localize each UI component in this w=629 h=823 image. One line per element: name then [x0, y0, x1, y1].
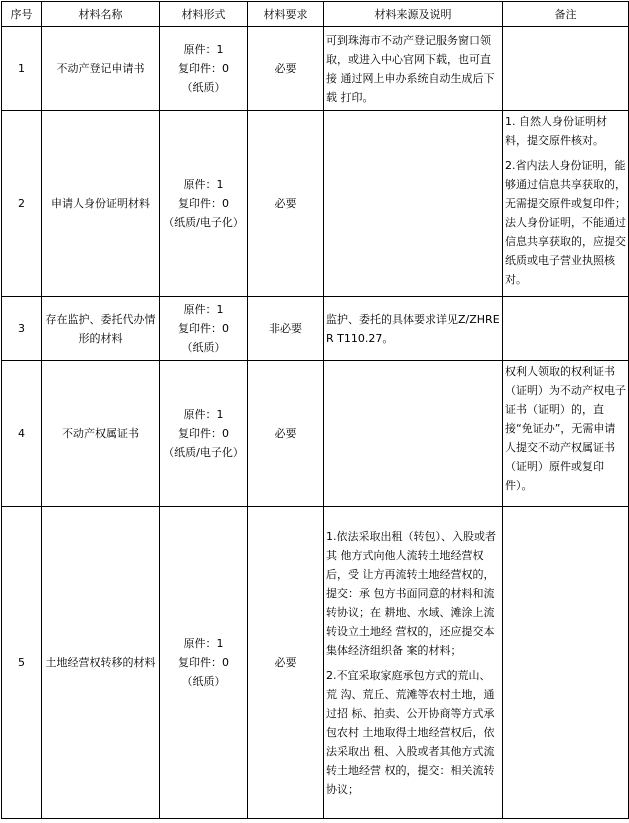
note-cell	[503, 507, 629, 819]
req-cell: 必要	[248, 361, 324, 507]
name-cell: 申请人身份证明材料	[42, 111, 160, 297]
name-cell: 土地经营权转移的材料	[42, 507, 160, 819]
seq-cell: 2	[2, 111, 42, 297]
form-medium: （纸质/电子化）	[163, 446, 244, 459]
note-paragraph: 2.省内法人身份证明，能够通过信息共享获取的，无需提交原件或复印件；法人身份证明，不能通过信息共享获取的，应提交纸质或电子营业执照核对。	[505, 159, 626, 286]
form-medium: （纸质）	[181, 341, 226, 354]
source-paragraph: 监护、委托的具体要求详见Z/ZHRER T110.27。	[326, 312, 500, 345]
form-medium: （纸质）	[181, 81, 226, 94]
header-name: 材料名称	[42, 2, 160, 27]
source-cell	[324, 361, 503, 507]
form-cell	[160, 297, 248, 361]
source-paragraph: 2.不宜采取家庭承包方式的荒山、荒 沟、荒丘、荒滩等农村土地，通过招 标、拍卖、公开协商等方式承包农村 土地取得土地经营权后，依法采取出 租、入股或者其他方式流转土地经营 权的，提交：相关流转协议；	[326, 668, 495, 796]
note-cell	[503, 361, 629, 507]
req-cell: 必要	[248, 111, 324, 297]
form-original: 原件：1	[183, 43, 224, 56]
form-cell	[160, 361, 248, 507]
form-original: 原件：1	[183, 178, 224, 191]
source-paragraph: 可到珠海市不动产登记服务窗口领 取，或进入中心官网下载，也可直接 通过网上申办系统自动生成后下载 打印。	[326, 33, 495, 104]
materials-table	[1, 1, 629, 819]
seq-cell: 4	[2, 361, 42, 507]
form-cell	[160, 507, 248, 819]
header-req: 材料要求	[248, 2, 324, 27]
note-paragraph: 1. 自然人身份证明材料，提交原件核对。	[505, 115, 607, 147]
form-copy: 复印件：0	[178, 197, 229, 210]
table-row	[2, 27, 629, 111]
header-row	[2, 2, 629, 27]
name-cell: 存在监护、委托代办情形的材料	[42, 297, 160, 361]
form-cell	[160, 27, 248, 111]
form-cell	[160, 111, 248, 297]
source-paragraph: 1.依法采取出租（转包）、入股或者其 他方式向他人流转土地经营权后，受 让方再流转土地经营权的，提交：承 包方书面同意的材料和流转协议；在 耕地、水域、滩涂上流转设立土地经 营权的，还应提交本集体经济组织备 案的材料；	[326, 529, 496, 657]
table-row	[2, 361, 629, 507]
form-copy: 复印件：0	[178, 62, 229, 75]
note-cell	[503, 111, 629, 297]
form-medium: （纸质）	[181, 675, 226, 688]
form-medium: （纸质/电子化）	[163, 216, 244, 229]
source-cell	[324, 111, 503, 297]
form-copy: 复印件：0	[178, 427, 229, 440]
seq-cell: 1	[2, 27, 42, 111]
note-cell	[503, 297, 629, 361]
name-cell: 不动产登记申请书	[42, 27, 160, 111]
form-original: 原件：1	[183, 637, 224, 650]
note-paragraph: 权利人领取的权利证书（证明）为不动产权电子证书（证明）的，直接“免证办”，无需申请人提交不动产权属证书（证明）原件或复印件）。	[505, 365, 626, 492]
req-cell: 必要	[248, 507, 324, 819]
req-cell: 必要	[248, 27, 324, 111]
source-cell	[324, 507, 503, 819]
seq-cell: 3	[2, 297, 42, 361]
table-row	[2, 111, 629, 297]
header-form: 材料形式	[160, 2, 248, 27]
form-copy: 复印件：0	[178, 656, 229, 669]
table-row	[2, 507, 629, 819]
seq-cell: 5	[2, 507, 42, 819]
source-cell	[324, 27, 503, 111]
table-row	[2, 297, 629, 361]
form-original: 原件：1	[183, 408, 224, 421]
form-original: 原件：1	[183, 303, 224, 316]
req-cell: 非必要	[248, 297, 324, 361]
note-cell	[503, 27, 629, 111]
source-cell	[324, 297, 503, 361]
header-note: 备注	[503, 2, 629, 27]
header-seq: 序号	[2, 2, 42, 27]
form-copy: 复印件：0	[178, 322, 229, 335]
header-source: 材料来源及说明	[324, 2, 503, 27]
name-cell: 不动产权属证书	[42, 361, 160, 507]
